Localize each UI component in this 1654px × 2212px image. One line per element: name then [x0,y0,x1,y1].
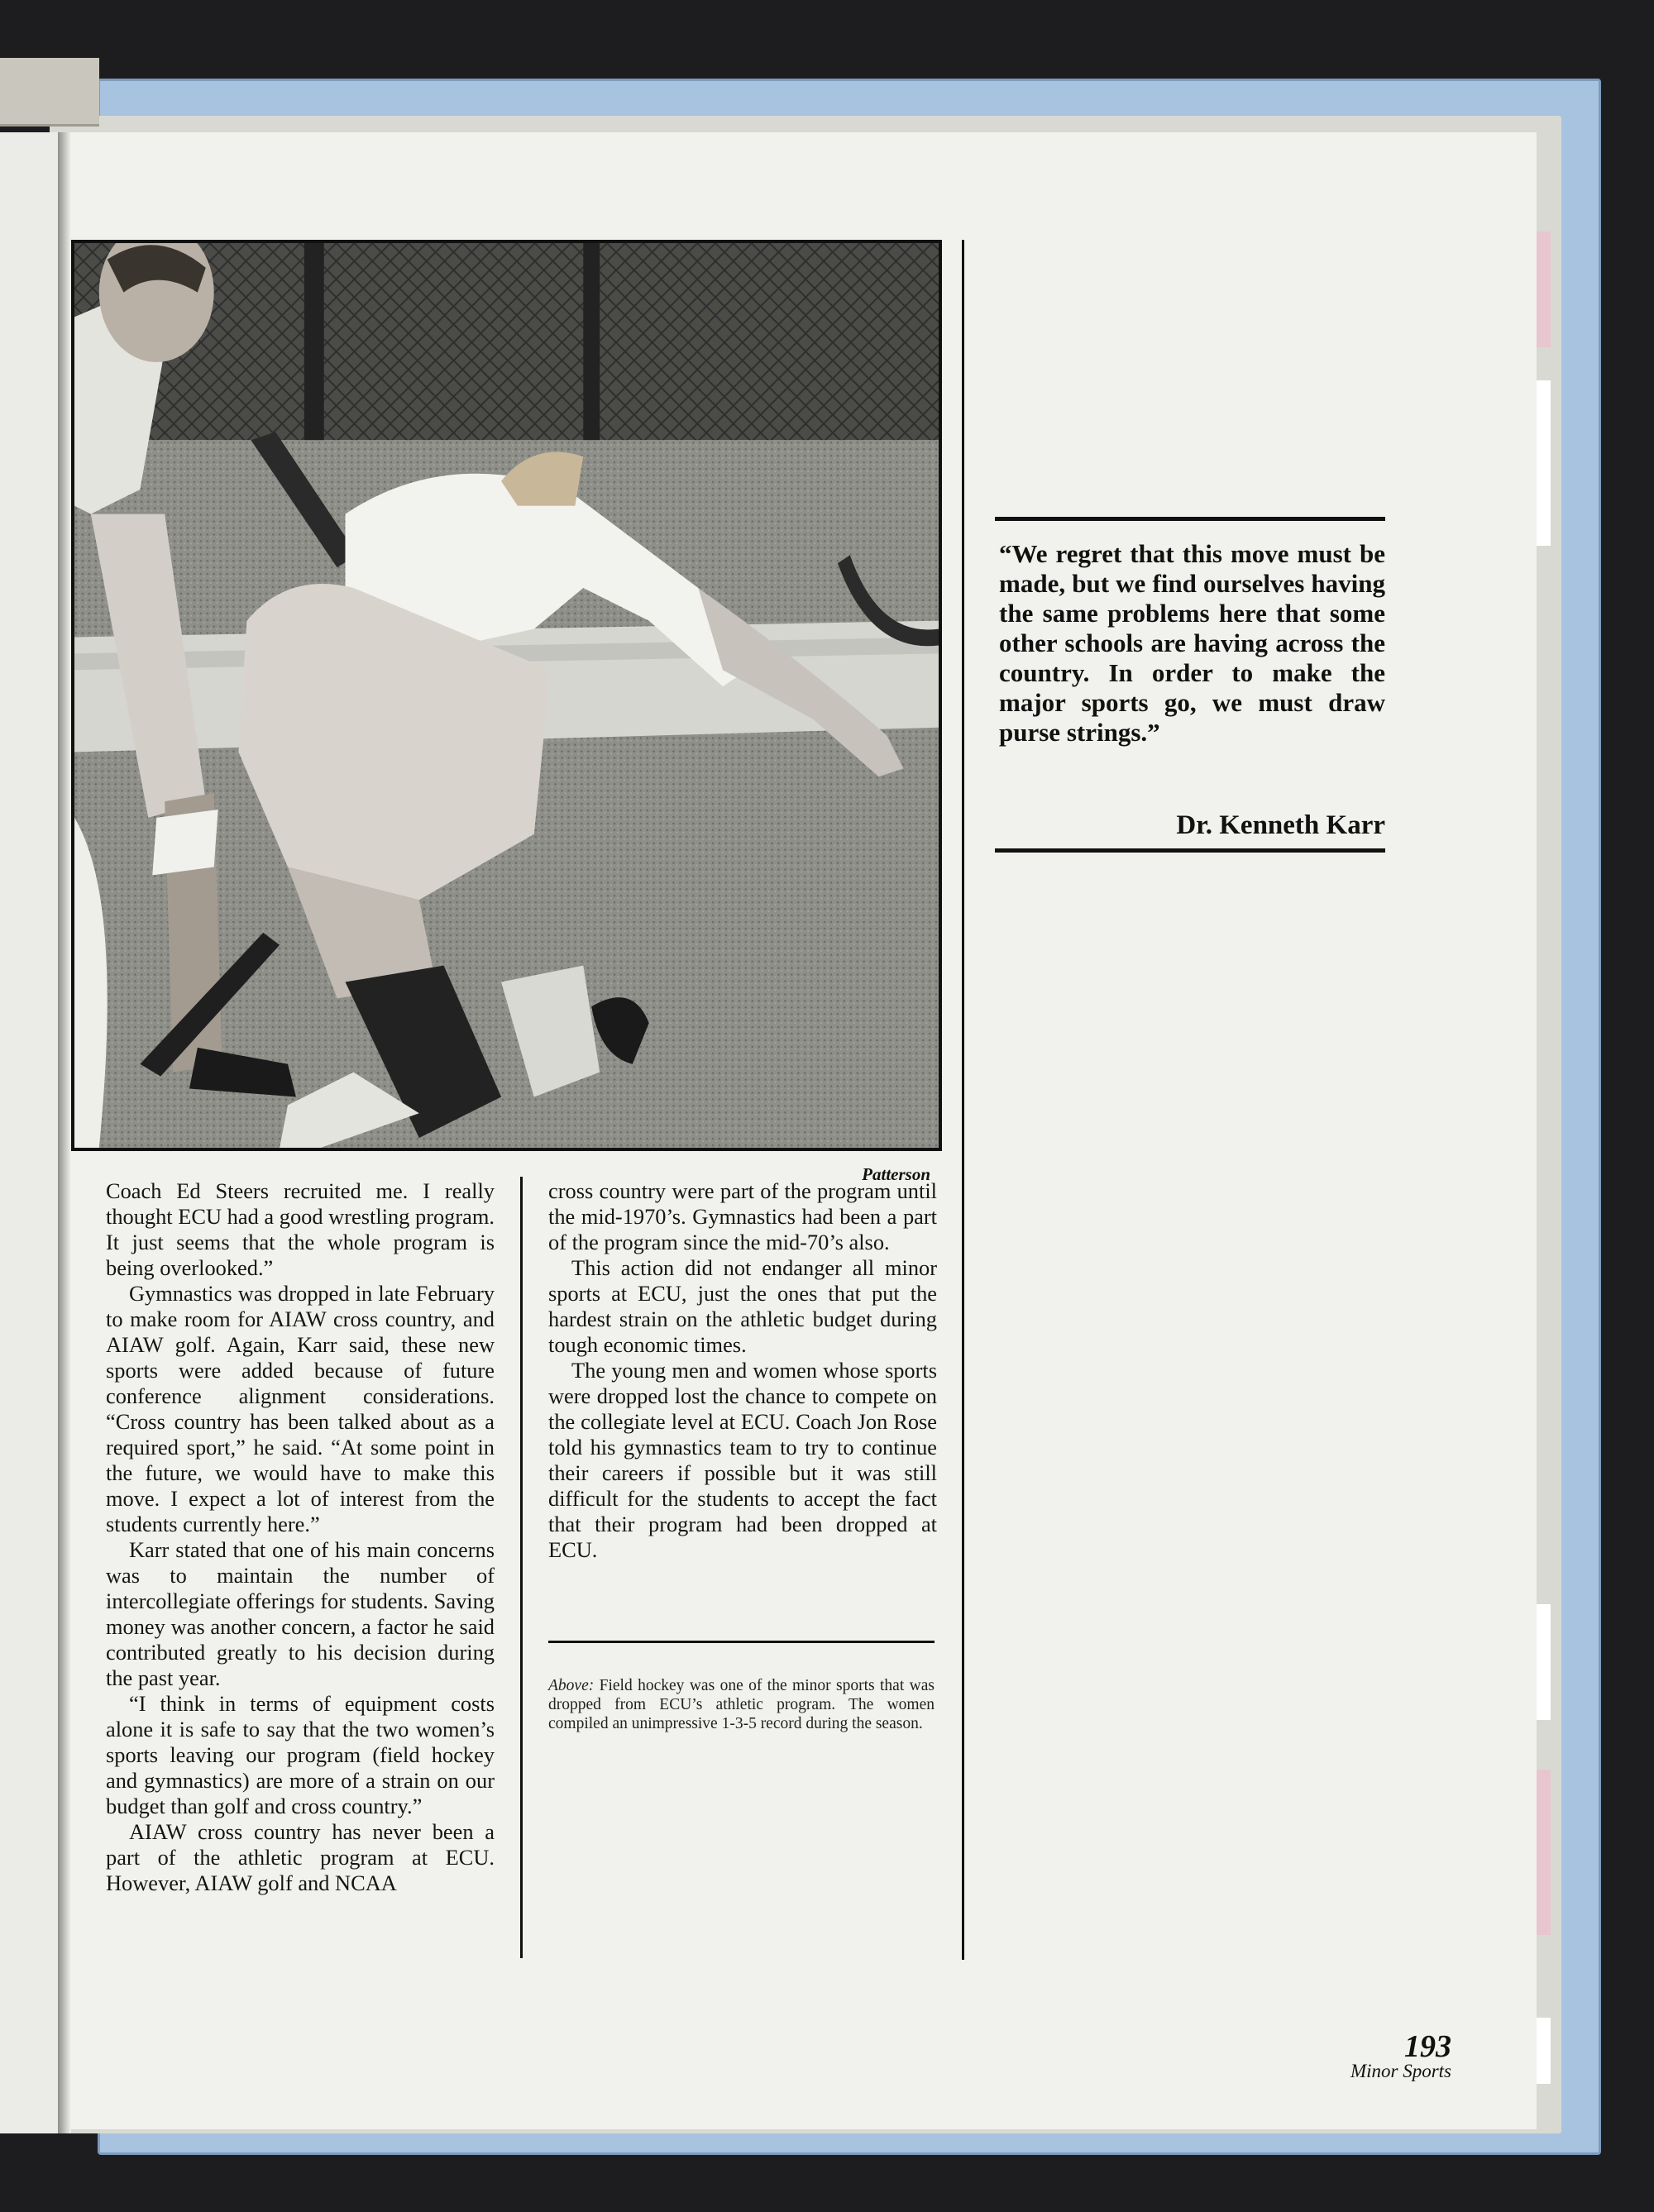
paragraph: Coach Ed Steers recruited me. I really thought ECU had a good wrestling program. It just seems that the whole program is being overlooked.” [106,1178,495,1280]
page-tab [1534,1770,1551,1935]
column-rule-middle [520,1177,523,1958]
photo-credit: Patterson [862,1164,930,1184]
paragraph: cross country were part of the program until the mid-1970’s. Gymnastics had been a part of the program since the mid-70’s also. [548,1178,937,1254]
facing-page-edge [0,132,65,2133]
paragraph: This action did not endanger all minor sports at ECU, just the ones that put the hardest strain on the athletic budget during tough economic times. [548,1255,937,1357]
paragraph: “I think in terms of equipment costs alone it is safe to say that the two women’s sports leaving our program (field hockey and gymnastics) are more of a strain on our budget than golf and cross country.” [106,1691,495,1818]
body-column-middle [548,1178,937,1563]
quote-rule-top [995,517,1385,521]
pull-quote-author: Dr. Kenneth Karr [1176,810,1385,840]
column-rule-right [962,240,964,1960]
field-hockey-photo [71,240,942,1151]
body-column-left [106,1178,495,1896]
photo-illustration [74,243,939,1148]
paragraph: The young men and women whose sports were dropped lost the chance to compete on the collegiate level at ECU. Coach Jon Rose told his gymnastics team to try to continue their careers if possible but it was still difficult for the students to accept the fact that their program had been dropped at ECU. [548,1358,937,1562]
photo-caption [548,1676,935,1733]
caption-lead: Above: [548,1677,595,1694]
section-label: Minor Sports [1350,2061,1451,2081]
binding-tape [0,58,99,127]
page-tab [1534,1604,1551,1720]
page-tab [1534,380,1551,546]
paragraph: AIAW cross country has never been a part of the athletic program at ECU. However, AIAW golf and NCAA [106,1819,495,1895]
caption-rule [548,1641,935,1643]
paragraph: Karr stated that one of his main concerns was to maintain the number of intercollegiate offerings for students. Saving money was another concern, a factor he said contributed greatly to his decision during the past year. [106,1537,495,1690]
caption-text: Field hockey was one of the minor sports that was dropped from ECU’s athletic program. The women compiled an unimpressive 1-3-5 record during the season. [548,1677,935,1732]
paragraph: Gymnastics was dropped in late February to make room for AIAW cross country, and AIAW golf. Again, Karr said, these new sports were added because of future conference alignment considerations. “Cross country has been talked about as a required sport,” he said. “At some point in the future, we would have to make this move. I expect a lot of interest from the students currently here.” [106,1281,495,1536]
quote-rule-bottom [995,848,1385,853]
page-tab [1534,232,1551,347]
page-tab [1534,2018,1551,2084]
spine-shadow [58,132,71,2133]
page-number: 193 [1404,2029,1451,2064]
pull-quote: “We regret that this move must be made, but we find ourselves having the same problems here that some other schools are having across the country. In order to make the major sports go, we must draw purse strings.” [999,539,1385,747]
page-edge-tabs [1534,149,1551,1968]
